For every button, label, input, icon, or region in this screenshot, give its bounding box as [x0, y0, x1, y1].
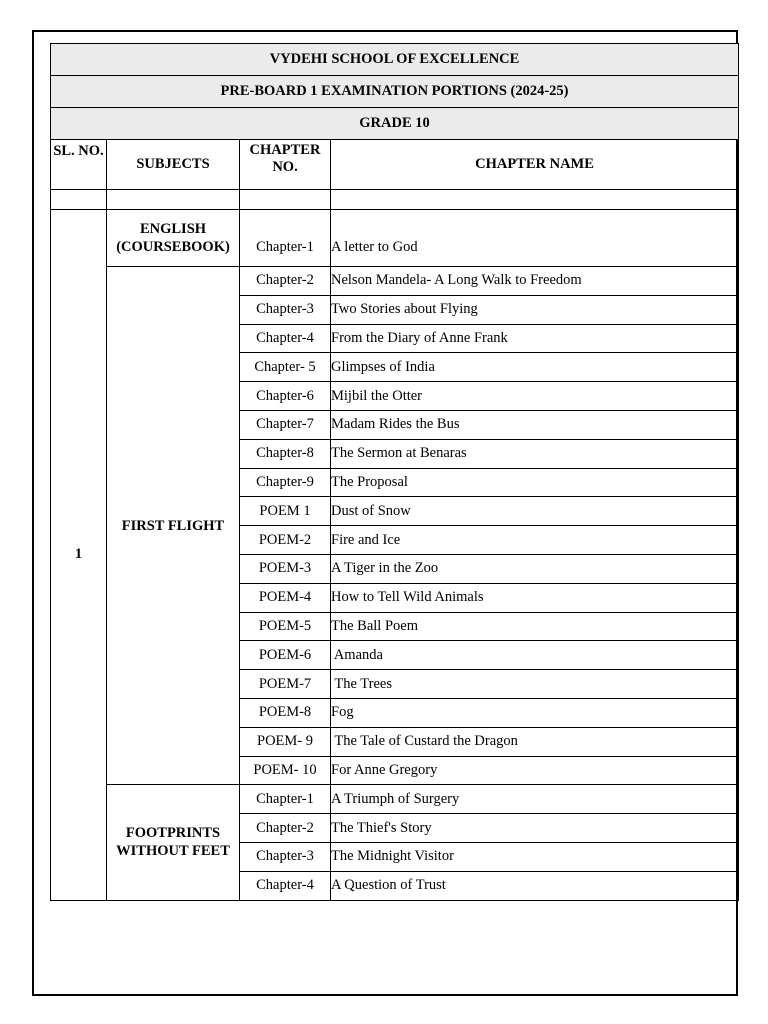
- col-header-sl-no: SL. NO.: [51, 140, 107, 190]
- chapter-name: A Triumph of Surgery: [331, 785, 739, 814]
- chapter-name: The Proposal: [331, 468, 739, 497]
- chapter-number: Chapter-4: [240, 324, 331, 353]
- chapter-name: A letter to God: [331, 210, 739, 267]
- chapter-number: POEM-2: [240, 526, 331, 555]
- chapter-name: Amanda: [331, 641, 739, 670]
- spacer-row: [51, 190, 739, 210]
- chapter-number: Chapter-3: [240, 842, 331, 871]
- chapter-name: Two Stories about Flying: [331, 295, 739, 324]
- table-row: [51, 267, 739, 296]
- chapter-name: Glimpses of India: [331, 353, 739, 382]
- chapter-number: Chapter-9: [240, 468, 331, 497]
- grade-title: GRADE 10: [51, 108, 739, 140]
- chapter-name: How to Tell Wild Animals: [331, 583, 739, 612]
- chapter-number: POEM-8: [240, 698, 331, 727]
- col-header-chapter-name: CHAPTER NAME: [331, 140, 739, 190]
- chapter-name: The Trees: [331, 670, 739, 699]
- chapter-number: Chapter-8: [240, 439, 331, 468]
- chapter-number: POEM-3: [240, 554, 331, 583]
- school-name-row: [51, 44, 739, 76]
- chapter-name: The Midnight Visitor: [331, 842, 739, 871]
- subject-name: ENGLISH (COURSEBOOK): [107, 210, 240, 267]
- chapter-name: Dust of Snow: [331, 497, 739, 526]
- chapter-name: The Ball Poem: [331, 612, 739, 641]
- chapter-name: Mijbil the Otter: [331, 382, 739, 411]
- chapter-name: The Tale of Custard the Dragon: [331, 727, 739, 756]
- chapter-name: Fire and Ice: [331, 526, 739, 555]
- exam-title-row: [51, 76, 739, 108]
- chapter-number: POEM- 9: [240, 727, 331, 756]
- chapter-number: Chapter- 5: [240, 353, 331, 382]
- chapter-number: Chapter-2: [240, 267, 331, 296]
- chapter-number: POEM 1: [240, 497, 331, 526]
- portions-table: [50, 43, 739, 901]
- col-header-chapter-no: CHAPTER NO.: [240, 140, 331, 190]
- serial-number: 1: [51, 210, 107, 901]
- chapter-name: Nelson Mandela- A Long Walk to Freedom: [331, 267, 739, 296]
- book-title-first-flight: FIRST FLIGHT: [107, 267, 240, 785]
- chapter-number: POEM-6: [240, 641, 331, 670]
- exam-title: PRE-BOARD 1 EXAMINATION PORTIONS (2024-25): [51, 76, 739, 108]
- chapter-number: POEM- 10: [240, 756, 331, 785]
- chapter-name: A Tiger in the Zoo: [331, 554, 739, 583]
- chapter-name: Fog: [331, 698, 739, 727]
- column-header-row: [51, 140, 739, 190]
- chapter-number: Chapter-4: [240, 871, 331, 900]
- chapter-name: Madam Rides the Bus: [331, 410, 739, 439]
- table-row: [51, 210, 739, 267]
- chapter-name: A Question of Trust: [331, 871, 739, 900]
- chapter-name: From the Diary of Anne Frank: [331, 324, 739, 353]
- chapter-name: The Sermon at Benaras: [331, 439, 739, 468]
- chapter-number: Chapter-1: [240, 210, 331, 267]
- grade-row: [51, 108, 739, 140]
- book-title-footprints-without-feet: FOOTPRINTS WITHOUT FEET: [107, 785, 240, 900]
- school-name: VYDEHI SCHOOL OF EXCELLENCE: [51, 44, 739, 76]
- chapter-number: Chapter-2: [240, 814, 331, 843]
- chapter-name: The Thief's Story: [331, 814, 739, 843]
- chapter-number: POEM-7: [240, 670, 331, 699]
- col-header-subjects: SUBJECTS: [107, 140, 240, 190]
- chapter-number: POEM-5: [240, 612, 331, 641]
- chapter-number: POEM-4: [240, 583, 331, 612]
- chapter-number: Chapter-6: [240, 382, 331, 411]
- chapter-number: Chapter-3: [240, 295, 331, 324]
- table-row: [51, 785, 739, 814]
- chapter-number: Chapter-1: [240, 785, 331, 814]
- chapter-name: For Anne Gregory: [331, 756, 739, 785]
- chapter-number: Chapter-7: [240, 410, 331, 439]
